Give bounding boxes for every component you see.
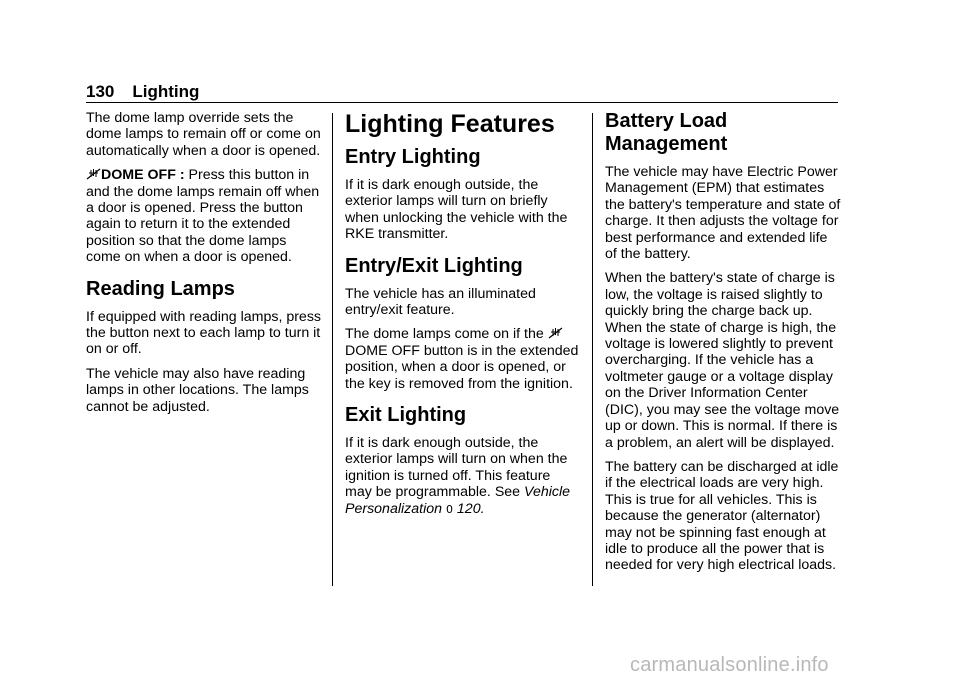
page-header <box>86 82 838 103</box>
exit-lighting-paragraph <box>345 435 581 518</box>
entry-lighting-heading: Entry Lighting <box>345 146 481 168</box>
dome-off-label: DOME OFF : <box>101 167 185 184</box>
reading-lamps-heading: Reading Lamps <box>86 277 235 300</box>
vehicle-personalization-link[interactable]: Vehicle Personalization <box>345 484 571 517</box>
battery-paragraph-3: The battery can be discharged at idle if the electrical loads are very high. This is true for all vehicles. This is because the generator (alternator) may not be spinning fast enough at idle to produce all the power that is needed for very high electrical loads. <box>605 458 839 574</box>
column-3 <box>605 110 843 582</box>
entry-exit-text-a: The dome lamps come on if the <box>345 326 544 343</box>
column-1 <box>86 110 324 423</box>
entry-lighting-paragraph: If it is dark enough outside, the exterior lamps will turn on briefly when unlocking the vehicle with the RKE transmitter. <box>345 177 568 243</box>
page-ref-number[interactable]: 120. <box>456 500 485 517</box>
page-number: 130 <box>86 82 115 101</box>
entry-exit-lighting-heading: Entry/Exit Lighting <box>345 254 523 277</box>
battery-load-management-heading: Battery Load Management <box>605 110 728 155</box>
exit-lighting-heading: Exit Lighting <box>345 404 467 427</box>
dome-lamp-off-icon <box>86 168 101 180</box>
battery-paragraph-2: When the battery's state of charge is low, the voltage is raised slightly to quickly bring the charge back up. When the state of charge is high, the voltage is lowered slightly to prevent overcharging. If the vehicle has a voltmeter gauge or a voltage display on the Driver Information Center (DIC), you may see the voltage move up or down. This is normal. If there is a problem, an alert will be displayed. <box>605 270 840 451</box>
watermark: carmanualsonline.info <box>630 654 829 676</box>
dome-override-paragraph: The dome lamp override sets the dome lamps to remain off or come on automatically when a door is opened. <box>86 110 321 159</box>
column-divider-2 <box>592 113 593 586</box>
entry-exit-paragraph-1: The vehicle has an illuminated entry/exit feature. <box>345 285 536 319</box>
battery-paragraph-1: The vehicle may have Electric Power Management (EPM) that estimates the battery's temperature and state of charge. It then adjusts the voltage for best performance and extended life of the battery. <box>605 164 841 263</box>
entry-exit-text-b: DOME OFF button is in the extended position, when a door is opened, or the key is removed from the ignition. <box>345 342 579 392</box>
exit-lighting-text: If it is dark enough outside, the exterior lamps will turn on when the ignition is turned off. This feature may be programmable. See <box>345 435 568 501</box>
dome-lamp-off-icon <box>548 327 563 339</box>
entry-exit-paragraph-2 <box>345 326 581 392</box>
page-ref-arrow-icon: 0 <box>445 502 453 516</box>
section-title: Lighting <box>132 82 200 101</box>
dome-off-text: Press this button in and the dome lamps remain off when a door is opened. Press the button again to return it to the extended position so that the dome lamps come on when a door is opened. <box>86 167 320 266</box>
dome-off-paragraph <box>86 167 324 265</box>
reading-lamps-paragraph-2: The vehicle may also have reading lamps in other locations. The lamps cannot be adjusted. <box>86 365 309 415</box>
column-divider-1 <box>332 113 333 586</box>
lighting-features-title: Lighting Features <box>345 110 555 138</box>
column-2 <box>345 110 581 526</box>
reading-lamps-paragraph-1: If equipped with reading lamps, press the button next to each lamp to turn it on or off. <box>86 308 322 358</box>
